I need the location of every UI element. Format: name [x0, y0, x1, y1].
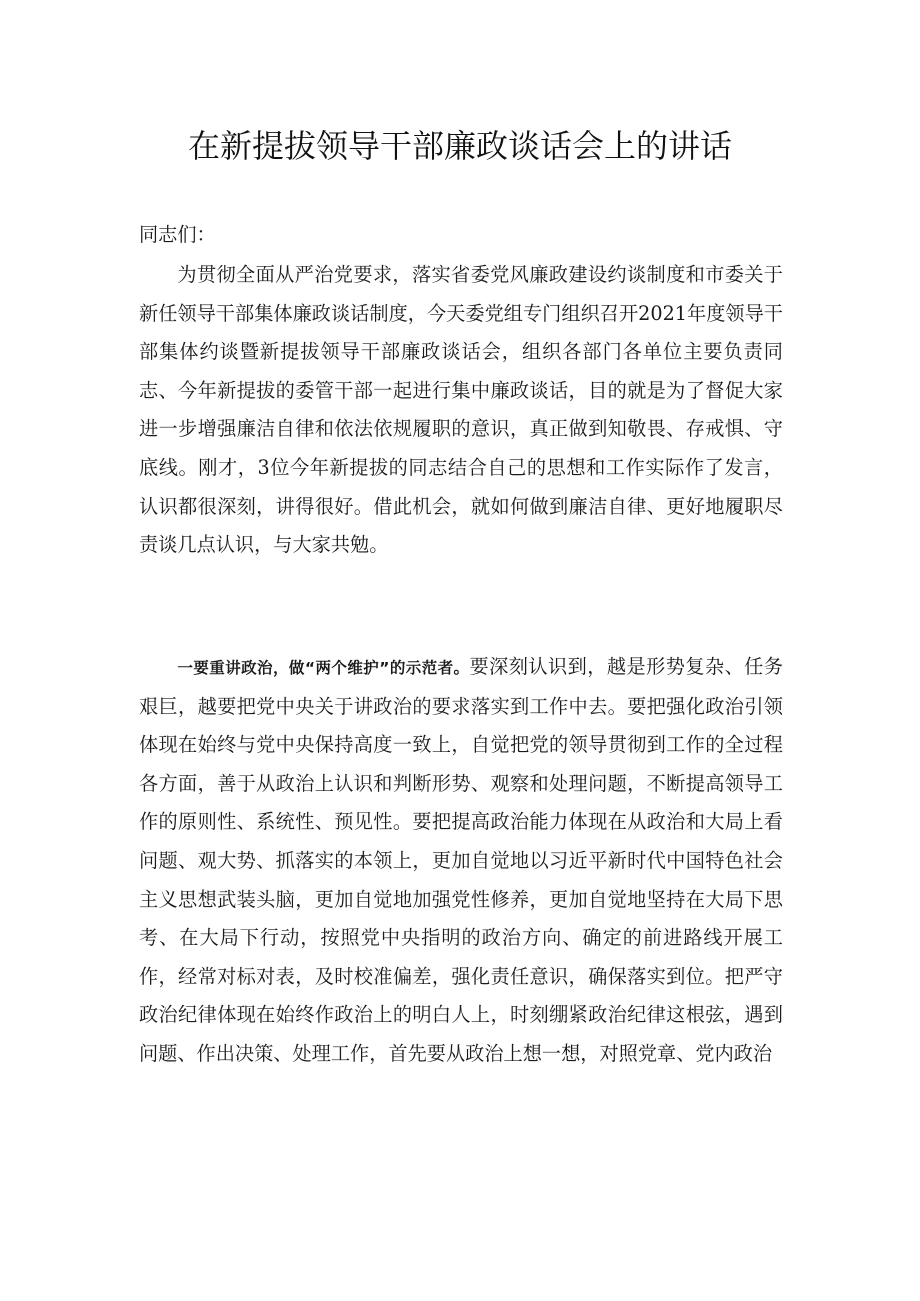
- paragraph-intro: 为贯彻全面从严治党要求，落实省委党风廉政建设约谈制度和市委关于新任领导干部集体廉政谈话制度，今天委党组专门组织召开2021年度领导干部集体约谈暨新提拔领导干部廉政谈话会，组织各部门各单位主要负责同志、今年新提拔的委管干部一起进行集中廉政谈话，目的就是为了督促大家进一步增强廉洁自律和依法依规履职的意识，真正做到知敬畏、存戒惧、守底线。刚才，3位今年新提拔的同志结合自己的思想和工作实际作了发言，认识都很深刻，讲得很好。借此机会，就如何做到廉洁自律、更好地履职尽责谈几点认识，与大家共勉。: [139, 263, 783, 557]
- salutation: 同志们：: [139, 223, 216, 246]
- point-one-heading: 一要重讲政治，做“两个维护”的示范者。: [177, 659, 470, 677]
- point-one-body: 要深刻认识到，越是形势复杂、任务艰巨，越要把党中央关于讲政治的要求落实到工作中去。要把强化政治引领体现在始终与党中央保持高度一致上，自觉把党的领导贯彻到工作的全过程各方面，善于从政治上认识和判断形势、观察和处理问题，不断提高领导工作的原则性、系统性、预见性。要把提高政治能力体现在从政治和大局上看问题、观大势、抓落实的本领上，更加自觉地以习近平新时代中国特色社会主义思想武装头脑，更加自觉地加强党性修养，更加自觉地坚持在大局下思考、在大局下行动，按照党中央指明的政治方向、确定的前进路线开展工作，经常对标对表，及时校准偏差，强化责任意识，确保落实到位。把严守政治纪律体现在始终作政治上的明白人上，时刻绷紧政治纪律这根弦，遇到问题、作出决策、处理工作，首先要从政治上想一想，对照党章、党内政治: [139, 655, 783, 1065]
- paragraph-point-one: [139, 648, 783, 1074]
- document-title: 在新提拔领导干部廉政谈话会上的讲话: [187, 127, 732, 165]
